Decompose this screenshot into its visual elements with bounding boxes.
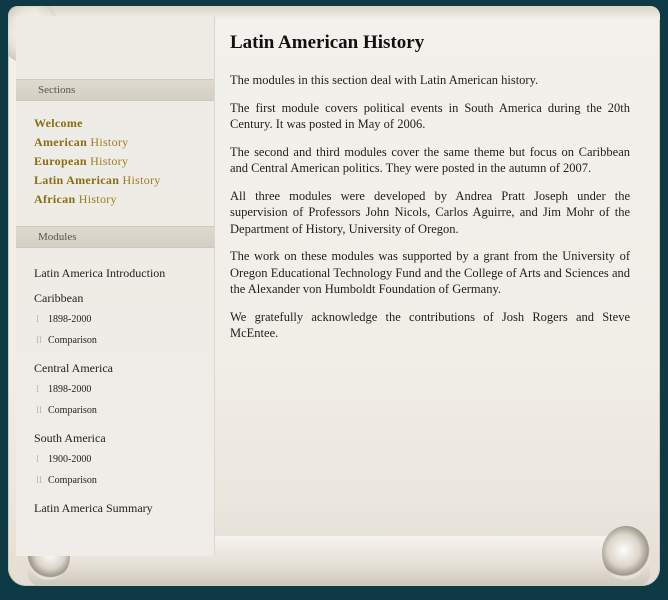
- section-link-european-history[interactable]: European History: [34, 154, 129, 168]
- page-title: Latin American History: [230, 32, 425, 53]
- intro-paragraph: The modules in this section deal with Latin American history.: [230, 73, 539, 87]
- module-link-south-america-1900-2000[interactable]: I 1900-2000: [36, 454, 92, 465]
- main-content: [230, 32, 630, 353]
- module-link-caribbean-comparison[interactable]: II Comparison: [36, 334, 97, 346]
- section-link-african-history[interactable]: African History: [34, 192, 117, 206]
- module-link-caribbean-1898-2000[interactable]: I 1898-2000: [36, 314, 92, 325]
- sidebar: [16, 16, 215, 556]
- modules-header: Modules: [16, 226, 214, 248]
- spacer: [34, 493, 214, 501]
- spacer: [34, 353, 214, 361]
- spacer: [34, 423, 214, 431]
- second-third-module-paragraph: The second and third modules cover the same theme but focus on Caribbean and Central American politics. They were posted in the autumn of 2007.: [230, 144, 630, 175]
- sections-nav: [16, 101, 214, 209]
- section-link-latin-american-history[interactable]: Latin American History: [34, 173, 161, 187]
- module-link-south-america-comparison[interactable]: II Comparison: [36, 474, 97, 486]
- acknowledgements-paragraph: We gratefully acknowledge the contributions of Josh Rogers and Steve McEntee.: [230, 309, 630, 340]
- authors-paragraph: All three modules were developed by Andrea Pratt Joseph under the supervision of Professors John Nicols, Carlos Aguirre, and Jim Mohr of the Department of History, University of Oregon.: [230, 188, 630, 236]
- module-link-central-america[interactable]: Central America: [34, 361, 113, 375]
- scroll-right-curl-decoration: [602, 526, 650, 580]
- funding-paragraph: The work on these modules was supported by a grant from the University of Oregon Educational Technology Fund and the College of Arts and Sciences and the Alexander von Humboldt Foundation of Germany.: [230, 249, 630, 296]
- first-module-paragraph: The first module covers political events in South America during the 20th Century. It was posted in May of 2006.: [230, 100, 630, 131]
- module-link-central-america-1898-2000[interactable]: I 1898-2000: [36, 384, 92, 395]
- modules-nav: [16, 248, 214, 515]
- module-link-summary[interactable]: Latin America Summary: [34, 501, 153, 515]
- module-link-central-america-comparison[interactable]: II Comparison: [36, 404, 97, 416]
- module-link-introduction[interactable]: Latin America Introduction: [34, 266, 166, 280]
- parchment-scroll: [8, 6, 660, 586]
- module-link-caribbean[interactable]: Caribbean: [34, 291, 84, 305]
- section-link-welcome[interactable]: Welcome: [34, 116, 83, 130]
- sections-header: Sections: [16, 79, 214, 101]
- module-link-south-america[interactable]: South America: [34, 431, 106, 445]
- section-link-american-history[interactable]: American History: [34, 135, 129, 149]
